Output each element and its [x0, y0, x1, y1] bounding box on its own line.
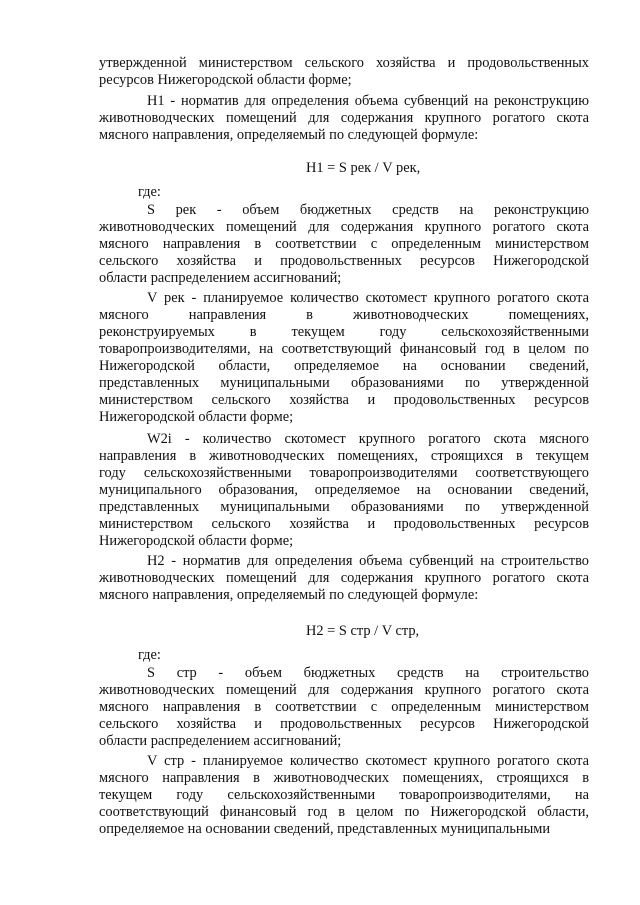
formula: Н2 = S стр / V стр, — [306, 623, 420, 639]
text-line: году сельскохозяйственными товаропроизводителями соответствующего — [99, 465, 589, 481]
formula: Н1 = S рек / V рек, — [306, 160, 421, 176]
text-line: сельского хозяйства и продовольственных ресурсов Нижегородской — [99, 253, 589, 269]
text-line: сельского хозяйства и продовольственных ресурсов Нижегородской — [99, 716, 589, 732]
text-line: V рек - планируемое количество скотомест крупного рогатого скота — [147, 290, 589, 306]
text-line: животноводческих помещений для содержания крупного рогатого скота — [99, 110, 589, 126]
text-line: V стр - планируемое количество скотомест крупного рогатого скота — [147, 753, 589, 769]
text-line: товаропроизводителями, на соответствующий финансовый год в целом по — [99, 341, 589, 357]
text-line: мясного направления в животноводческих помещениях, строящихся в — [99, 770, 589, 786]
text-line: соответствующий финансовый год в целом по Нижегородской области, — [99, 804, 589, 820]
text-line: мясного направления в соответствии с определенным министерством — [99, 699, 589, 715]
text-line: Нижегородской области форме; — [99, 533, 294, 549]
text-line: W2i - количество скотомест крупного рогатого скота мясного — [147, 431, 589, 447]
text-line: мясного направления, определяемый по следующей формуле: — [99, 127, 479, 143]
text-line: где: — [138, 184, 161, 200]
text-line: утвержденной министерством сельского хозяйства и продовольственных — [99, 55, 589, 71]
text-line: направления в животноводческих помещениях, строящихся в текущем — [99, 448, 589, 464]
text-line: представленных муниципальными образованиями по утвержденной — [99, 499, 589, 515]
text-line: министерством сельского хозяйства и продовольственных ресурсов — [99, 392, 589, 408]
text-line: муниципального образования, определяемое на основании сведений, — [99, 482, 589, 498]
text-line: представленных муниципальными образованиями по утвержденной — [99, 375, 589, 391]
text-line: мясного направления, определяемый по следующей формуле: — [99, 587, 479, 603]
text-line: определяемое на основании сведений, представленных муниципальными — [99, 821, 551, 837]
text-line: S рек - объем бюджетных средств на реконструкцию — [147, 202, 589, 218]
text-line: животноводческих помещений для содержания крупного рогатого скота — [99, 219, 589, 235]
text-line: ресурсов Нижегородской области форме; — [99, 72, 352, 88]
text-line: Нижегородской области, определяемое на основании сведений, — [99, 358, 589, 374]
text-line: области распределением ассигнований; — [99, 270, 342, 286]
text-line: животноводческих помещений для содержания крупного рогатого скота — [99, 682, 589, 698]
text-line: Н1 - норматив для определения объема субвенций на реконструкцию — [147, 93, 589, 109]
text-line: Нижегородской области форме; — [99, 409, 294, 425]
text-line: министерством сельского хозяйства и продовольственных ресурсов — [99, 516, 589, 532]
text-line: текущем году сельскохозяйственными товаропроизводителями, на — [99, 787, 589, 803]
text-line: животноводческих помещений для содержания крупного рогатого скота — [99, 570, 589, 586]
text-line: S стр - объем бюджетных средств на строительство — [147, 665, 589, 681]
text-line: реконструируемых в текущем году сельскохозяйственными — [99, 324, 589, 340]
text-line: Н2 - норматив для определения объема субвенций на строительство — [147, 553, 589, 569]
text-line: области распределением ассигнований; — [99, 733, 342, 749]
text-line: где: — [138, 647, 161, 663]
text-line: мясного направления в соответствии с определенным министерством — [99, 236, 589, 252]
text-line: мясного направления в животноводческих помещениях, — [99, 307, 589, 323]
